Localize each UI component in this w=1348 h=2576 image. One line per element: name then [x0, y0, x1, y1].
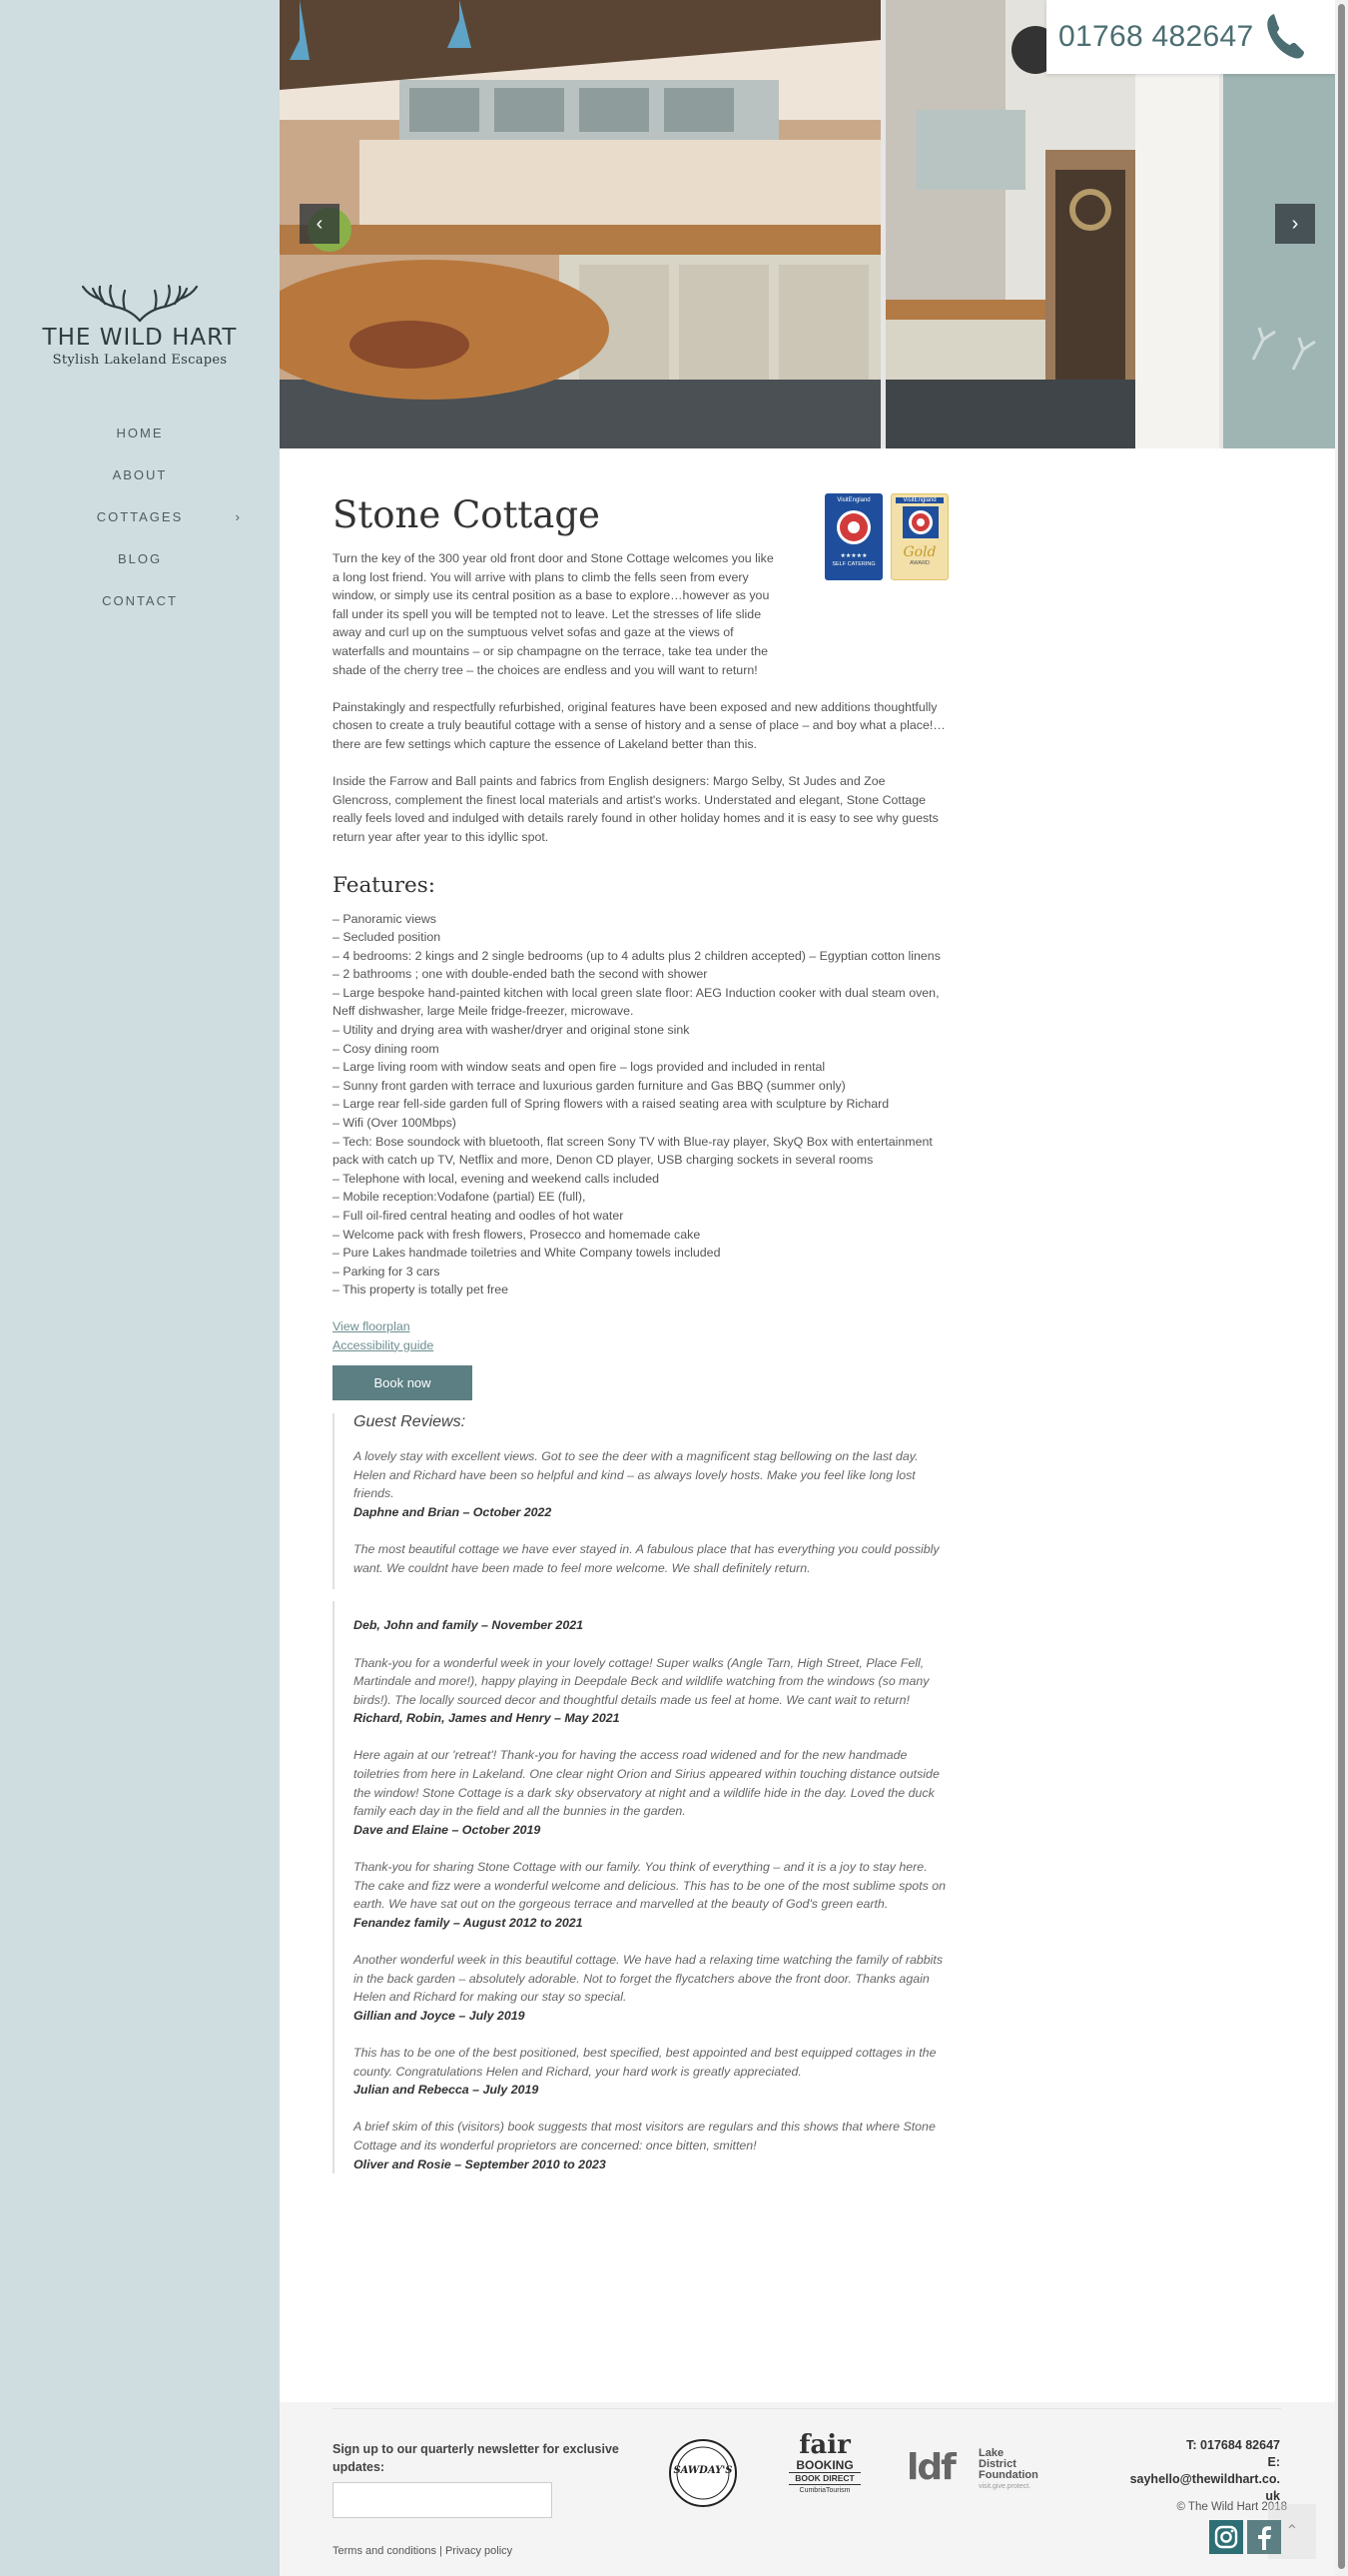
review-author: Julian and Rebecca – July 2019 — [353, 2083, 539, 2098]
nav-item-label: HOME — [116, 426, 164, 440]
stag-antlers-icon — [75, 283, 205, 323]
review — [353, 1447, 946, 1521]
slide-kitchen-photo — [280, 0, 881, 448]
brand-name: THE WILD HART — [42, 325, 238, 351]
review-text: Thank-you for sharing Stone Cottage with our family. You think of everything – and it is a joy to stay here. The cake and fizz were a wonderful welcome and delicious. This has to be one of the most sublime spots on earth. We have sat out on the gorgeous terrace and marvelled at the beauty of God's green earth. — [353, 1860, 947, 1912]
visitengland-badges — [825, 493, 949, 581]
main-nav — [0, 413, 280, 622]
nav-item-label: ABOUT — [112, 467, 168, 482]
nav-item-home[interactable] — [0, 413, 280, 454]
slider-prev-button[interactable] — [300, 204, 339, 244]
ldf-text: visit.give.protect. — [979, 2483, 1031, 2490]
list-item: – Panoramic views — [333, 911, 436, 926]
review-author: Fenandez family – August 2012 to 2021 — [353, 1915, 583, 1930]
fair-logo-text: fair — [799, 2430, 851, 2460]
footer-divider — [333, 2408, 1281, 2409]
review-author: Oliver and Rosie – September 2010 to 2023 — [353, 2156, 606, 2171]
nav-item-blog[interactable] — [0, 538, 280, 580]
sidebar — [0, 0, 280, 2576]
list-item: – Full oil-fired central heating and oodles of hot water — [333, 1209, 624, 1223]
ldf-text: Foundation — [979, 2469, 1038, 2481]
review — [353, 1654, 946, 1728]
chevron-right-icon: › — [235, 509, 242, 524]
list-item: – Large living room with window seats and open fire – logs provided and included in rental — [333, 1060, 826, 1075]
nav-item-label: CONTACT — [102, 593, 178, 608]
fair-logo-text: BOOK DIRECT — [789, 2472, 861, 2485]
review-author: Dave and Elaine – October 2019 — [353, 1822, 541, 1837]
badge-label: SELF CATERING — [832, 561, 876, 567]
self-catering-badge — [825, 493, 883, 580]
review — [353, 2118, 946, 2173]
nav-item-label: COTTAGES — [96, 509, 184, 524]
list-item: – Sunny front garden with terrace and luxurious garden furniture and Gas BBQ (summer only) — [333, 1078, 846, 1093]
badge-label: AWARD — [909, 560, 931, 566]
newsletter-email-input[interactable] — [333, 2482, 552, 2518]
reviews-heading: Guest Reviews: — [353, 1413, 466, 1431]
fair-logo-text: CumbriaTourism — [799, 2487, 851, 2494]
footer-contact — [1080, 2437, 1280, 2505]
review — [353, 1616, 946, 1635]
nav-item-about[interactable] — [0, 454, 280, 496]
page-scrollbar[interactable] — [1335, 0, 1348, 2576]
features-heading: Features: — [333, 872, 436, 898]
list-item: – Telephone with local, evening and weekend calls included — [333, 1171, 659, 1186]
review-text: Here again at our 'retreat'! Thank-you for having the access road widened and for the new handmade toiletries from here in Lakeland. One clear night Orion and Sirius appeared within touching distance outside the window! Stone Cottage is a dark sky observatory at night and a wildlife hide in the day. Loved the duck family each day in the field and all the bunnies in the garden. — [353, 1748, 940, 1819]
slider-next-button[interactable] — [1275, 204, 1315, 244]
list-item: – 2 bathrooms ; one with double-ended bath the second with shower — [333, 967, 708, 982]
intro-paragraph: Painstakingly and respectfully refurbished, original features have been exposed and new additions thoughtfully chosen to create a truly beautiful cottage with a sense of history and a sense of place – and boy what a place!…there are few settings which capture the essence of Lakeland better than this. — [333, 699, 946, 751]
sawdays-logo[interactable] — [667, 2437, 739, 2509]
list-item: – Large bespoke hand-painted kitchen with local green slate floor: AEG Induction cooker with dual steam oven, Neff dishwasher, large Meile fridge-freezer, microwave. — [333, 985, 940, 1019]
gold-award-badge — [891, 493, 949, 580]
footer — [280, 2402, 1335, 2576]
rose-emblem-icon — [825, 503, 883, 547]
intro-paragraph: Turn the key of the 300 year old front door and Stone Cottage welcomes you like a long lost friend. You will arrive with plans to climb the fells seen from every window, or simply use its central position as a base to explore…however as you fall under its spell you will be tempted not to leave. Let the stresses of life slide away and curl up on the sumptuous velvet sofas and gaze at the views of waterfalls and mountains – or sip champagne on the terrace, take tea under the shade of the cherry tree – the choices are endless and you will want to return! — [333, 551, 774, 677]
review — [353, 1540, 946, 1589]
header-phone[interactable] — [1046, 0, 1336, 74]
intro-paragraph: Inside the Farrow and Ball paints and fabrics from English designers: Margo Selby, St Judes and Zoe Glencross, complement the finest local materials and artist's works. Understated and elegant, Stone Cottage really feels loved and indulged with details rarely found in other holiday homes and it is easy to see why guests return year after year to this idyllic spot. — [333, 774, 939, 844]
nav-item-cottages[interactable] — [0, 496, 280, 538]
review-text: Thank-you for a wonderful week in your lovely cottage! Super walks (Angle Tarn, High Street, Place Fell, Martindale and more!), happy playing in Deepdale Beck and wildlife watching from the windows (so many birds!). The locally sourced decor and thoughtful details made us feel at home. We cant wait to return! — [353, 1655, 930, 1707]
review-text: A brief skim of this (visitors) book suggests that most visitors are regulars and this shows that where Stone Cottage and its wonderful proprietors are concerned: once bitten, smitten! — [353, 2120, 936, 2152]
review-text: Another wonderful week in this beautiful cottage. We have had a relaxing time watching the family of rabbits in the back garden – absolutely adorable. Not to forget the flycatchers above the front door. Thanks again Helen and Richard for making our stay so special. — [353, 1953, 944, 2005]
main-content — [333, 489, 946, 2173]
list-item: – Tech: Bose soundock with bluetooth, flat screen Sony TV with Blue-ray player, SkyQ Box with entertainment pack with catch up TV, Netflix and more, Denon CD player, USB charging sockets in several rooms — [333, 1134, 933, 1168]
list-item: – Parking for 3 cars — [333, 1264, 440, 1279]
chevron-right-icon: › — [1291, 213, 1299, 235]
review-text: This has to be one of the best positioned, best specified, best appointed and best equipped cottages in the county. Congratulations Helen and Richard, your hard work is greatly appreciated. — [353, 2045, 937, 2079]
instagram-icon[interactable] — [1209, 2520, 1243, 2554]
features-list — [333, 910, 946, 1299]
review-author: Daphne and Brian – October 2022 — [353, 1504, 552, 1519]
list-item: – 4 bedrooms: 2 kings and 2 single bedrooms (up to 4 adults plus 2 children accepted) – Egyptian cotton linens — [333, 948, 941, 963]
review-text: A lovely stay with excellent views. Got to see the deer with a magnificent stag bellowing on the last day. Helen and Richard have been so helpful and kind – as always lovely hosts. Make you feel like long lost friends. — [353, 1449, 919, 1501]
nav-item-label: BLOG — [117, 551, 163, 566]
ldf-text: District — [979, 2458, 1016, 2470]
list-item: – Large rear fell-side garden full of Spring flowers with a raised seating area with sculpture by Richard — [333, 1097, 890, 1112]
page-title: Stone Cottage — [333, 493, 600, 536]
phone-number: 01768 482647 — [1058, 20, 1254, 53]
review — [353, 1951, 946, 2025]
scrollbar-thumb[interactable] — [1338, 4, 1345, 2569]
list-item: – Secluded position — [333, 930, 441, 945]
sawdays-text: SAWDAY'S — [673, 2465, 733, 2476]
lake-district-foundation-logo[interactable] — [907, 2448, 1056, 2492]
list-item: – Mobile reception:Vodafone (partial) EE (full), — [333, 1190, 586, 1205]
rose-emblem-icon — [892, 503, 950, 539]
phone-icon — [1262, 10, 1308, 62]
badge-label: Gold — [903, 544, 937, 560]
terms-link[interactable]: Terms and conditions — [333, 2545, 436, 2557]
review — [353, 1746, 946, 1839]
review-author: Deb, John and family – November 2021 — [353, 1618, 583, 1633]
accessibility-guide-link[interactable]: Accessibility guide — [333, 1337, 434, 1352]
list-item: – This property is totally pet free — [333, 1283, 509, 1297]
list-item: – Utility and drying area with washer/dryer and original stone sink — [333, 1023, 690, 1038]
review-author: Richard, Robin, James and Henry – May 2021 — [353, 1711, 620, 1726]
newsletter-label: Sign up to our quarterly newsletter for exclusive updates: — [333, 2442, 619, 2474]
guest-reviews-more — [333, 1601, 946, 2173]
brand-tagline: Stylish Lakeland Escapes — [52, 353, 228, 368]
fair-logo-text: BOOKING — [796, 2458, 854, 2472]
review-author: Gillian and Joyce – July 2019 — [353, 2008, 525, 2023]
fair-booking-logo[interactable] — [789, 2432, 861, 2512]
footer-email[interactable]: sayhello@thewildhart.co. — [1129, 2472, 1280, 2486]
privacy-link[interactable]: Privacy policy — [444, 2545, 513, 2557]
floorplan-link[interactable]: View floorplan — [333, 1318, 410, 1333]
list-item: – Cosy dining room — [333, 1041, 439, 1056]
footer-phone[interactable]: T: 017684 82647 — [1186, 2438, 1280, 2452]
footer-email-label: E: — [1267, 2455, 1280, 2469]
chevron-left-icon: ‹ — [316, 213, 324, 235]
book-now-button[interactable]: Book now — [333, 1365, 472, 1400]
nav-item-contact[interactable] — [0, 580, 280, 622]
site-logo[interactable] — [40, 283, 240, 368]
review — [353, 1858, 946, 1932]
review — [353, 2044, 946, 2100]
badge-stars: ★★★★★ — [840, 553, 868, 559]
ldf-mark: ldf — [907, 2447, 955, 2488]
copyright: © The Wild Hart 2018 — [1176, 2501, 1287, 2513]
chevron-up-icon: ⌃ — [1285, 2523, 1299, 2540]
review-text: The most beautiful cottage we have ever stayed in. A fabulous place that has everything you could possibly want. We couldnt have been made to feel more welcome. We shall definitely return. — [353, 1542, 940, 1575]
list-item: – Welcome pack with fresh flowers, Prosecco and homemade cake — [333, 1227, 701, 1242]
badge-label: VisitEngland — [896, 497, 944, 503]
footer-email[interactable]: uk — [1265, 2489, 1280, 2503]
list-item: – Wifi (Over 100Mbps) — [333, 1116, 456, 1131]
facebook-icon[interactable] — [1247, 2520, 1281, 2554]
link-separator: | — [439, 2545, 442, 2557]
footer-links — [333, 2545, 512, 2557]
list-item: – Pure Lakes handmade toiletries and White Company towels included — [333, 1246, 721, 1261]
ldf-text: Lake — [979, 2447, 1005, 2459]
guest-reviews — [333, 1413, 946, 1589]
badge-label: VisitEngland — [837, 497, 871, 503]
